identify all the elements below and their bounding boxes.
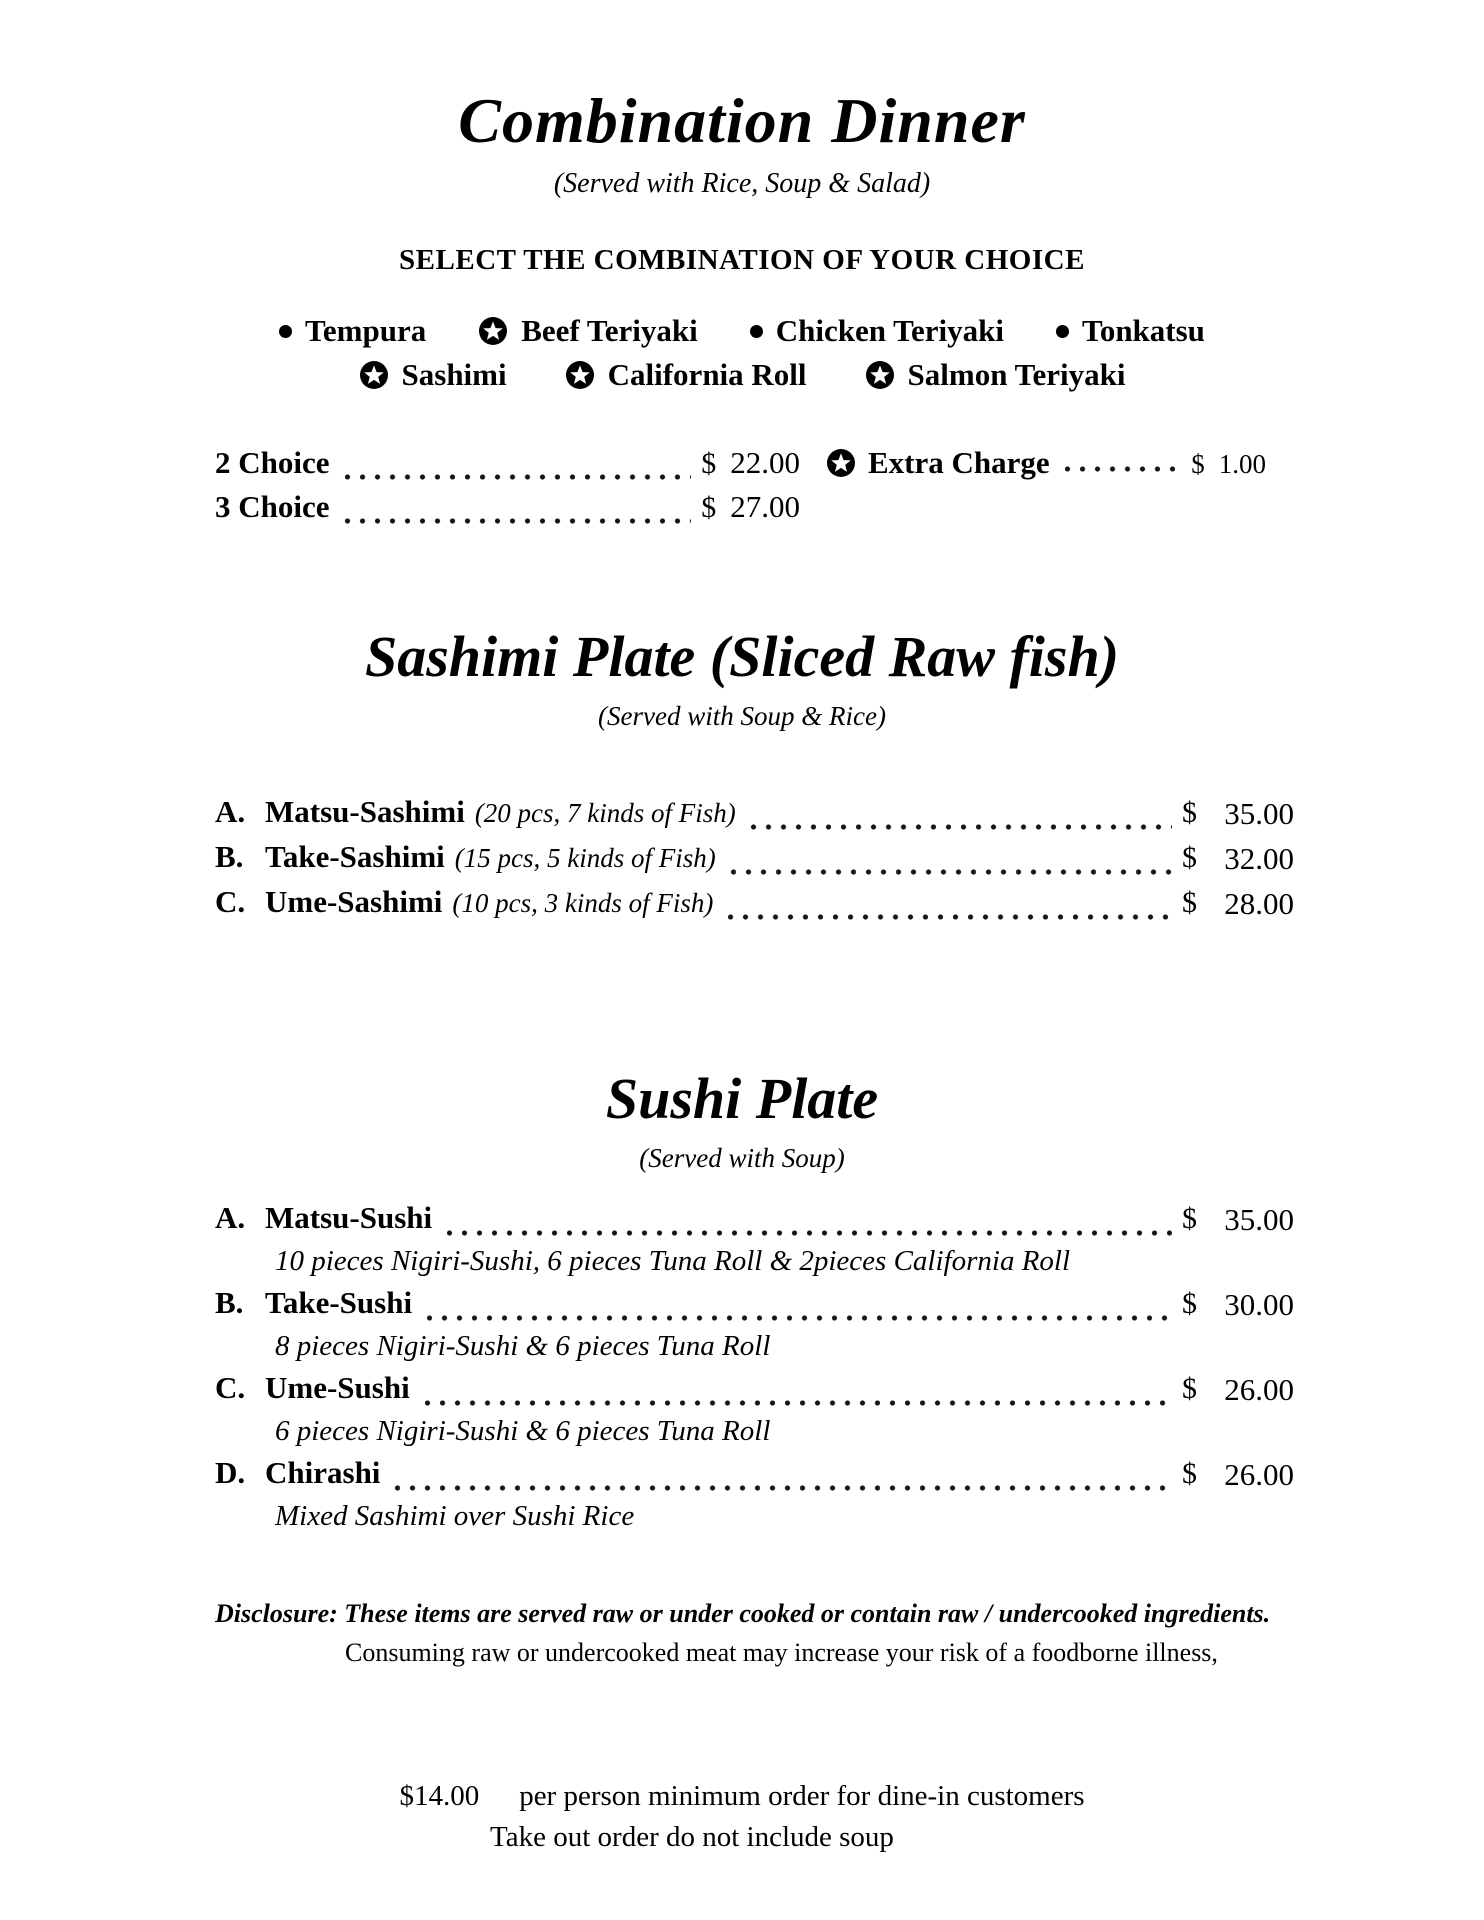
choice-label: 2 Choice — [215, 445, 330, 481]
item-name: Take-Sushi — [265, 1284, 413, 1320]
item-letter: C. — [215, 1369, 246, 1405]
option-label: Beef Teriyaki — [521, 313, 698, 349]
price-amount: 28.00 — [1224, 886, 1294, 922]
choice-label: 3 Choice — [215, 489, 330, 525]
star-icon — [826, 448, 856, 478]
footer-note — [0, 1780, 1484, 1854]
dot-leader — [420, 1399, 1172, 1407]
price-value — [701, 489, 800, 525]
menu-item-matsu-sashimi — [215, 794, 1294, 839]
sashimi-plate-subtitle: (Served with Soup & Rice) — [598, 701, 886, 732]
disclosure-block — [0, 1599, 1484, 1668]
item-price — [1182, 1457, 1294, 1493]
dot-leader — [1060, 465, 1182, 473]
price-row-3-choice — [215, 489, 800, 533]
option-chicken-teriyaki — [750, 313, 1004, 349]
star-icon — [359, 360, 389, 390]
item-letter: C. — [215, 884, 246, 920]
currency-symbol: $ — [1182, 1286, 1197, 1320]
item-letter: D. — [215, 1454, 246, 1490]
item-price — [1182, 886, 1294, 922]
takeout-line: Take out order do not include soup — [490, 1820, 894, 1853]
item-name: Ume-Sushi — [265, 1369, 410, 1405]
menu-item-chirashi — [215, 1455, 1294, 1533]
menu-item-matsu-sushi — [215, 1200, 1294, 1278]
item-detail: (10 pcs, 3 kinds of Fish) — [452, 888, 714, 919]
option-sashimi — [359, 357, 507, 393]
bullet-icon — [279, 325, 292, 338]
combination-options-row-1 — [0, 313, 1484, 349]
dot-leader — [422, 1314, 1172, 1322]
disclosure-bold-line: Disclosure: These items are served raw or under cooked or contain raw / undercooked ingredients. — [215, 1598, 1271, 1628]
bullet-icon — [1056, 325, 1069, 338]
menu-item-ume-sushi — [215, 1370, 1294, 1448]
item-letter: B. — [215, 1284, 244, 1320]
sushi-plate-list — [215, 1200, 1294, 1533]
minimum-text: per person minimum order for dine-in customers — [519, 1779, 1085, 1812]
currency-symbol: $ — [1182, 886, 1197, 920]
item-name: Ume-Sashimi — [265, 884, 443, 920]
option-label: Salmon Teriyaki — [907, 357, 1126, 393]
currency-symbol: $ — [701, 491, 717, 525]
dot-leader — [723, 913, 1172, 921]
star-icon — [478, 316, 508, 346]
menu-item-ume-sashimi — [215, 884, 1294, 929]
option-label: California Roll — [607, 357, 807, 393]
sashimi-plate-title: Sashimi Plate (Sliced Raw fish) — [364, 624, 1120, 690]
item-description: 10 pieces Nigiri-Sushi, 6 pieces Tuna Roll & 2pieces California Roll — [275, 1244, 1071, 1277]
disclosure-second-line: Consuming raw or undercooked meat may increase your risk of a foodborne illness, — [345, 1637, 1218, 1667]
option-label: Chicken Teriyaki — [775, 313, 1004, 349]
item-letter: B. — [215, 839, 244, 875]
price-amount: 1.00 — [1218, 449, 1266, 480]
currency-symbol: $ — [701, 447, 717, 481]
star-icon — [565, 360, 595, 390]
choice-prices — [215, 445, 800, 533]
price-amount: 22.00 — [730, 445, 800, 481]
item-description: 8 pieces Nigiri-Sushi & 6 pieces Tuna Roll — [275, 1329, 771, 1362]
price-amount: 26.00 — [1224, 1371, 1294, 1407]
item-row — [215, 1370, 1294, 1415]
page-title: Combination Dinner — [458, 85, 1026, 156]
star-icon — [865, 360, 895, 390]
option-beef-teriyaki — [478, 313, 698, 349]
dot-leader — [442, 1229, 1172, 1237]
sushi-plate-subtitle: (Served with Soup) — [639, 1142, 845, 1173]
price-amount: 26.00 — [1224, 1456, 1294, 1492]
menu-item-take-sushi — [215, 1285, 1294, 1363]
dot-leader — [726, 868, 1172, 876]
item-description: Mixed Sashimi over Sushi Rice — [275, 1499, 635, 1532]
dot-leader — [746, 823, 1172, 831]
option-label: Tonkatsu — [1081, 313, 1205, 349]
minimum-order-line — [0, 1780, 1484, 1813]
item-name: Chirashi — [265, 1454, 381, 1490]
dot-leader — [340, 517, 692, 525]
item-price — [1182, 1372, 1294, 1408]
item-price — [1182, 1202, 1294, 1238]
item-row — [215, 1455, 1294, 1500]
combination-pricing — [0, 445, 1484, 533]
option-tonkatsu — [1056, 313, 1205, 349]
item-detail: (20 pcs, 7 kinds of Fish) — [474, 798, 736, 829]
minimum-amount: $14.00 — [399, 1779, 480, 1812]
sushi-plate-title: Sushi Plate — [605, 1066, 879, 1132]
item-row — [215, 1285, 1294, 1330]
currency-symbol: $ — [1182, 841, 1197, 875]
extra-charge-row — [826, 445, 1266, 481]
item-name: Take-Sashimi — [265, 839, 445, 875]
item-name: Matsu-Sashimi — [265, 794, 465, 830]
item-price — [1182, 1287, 1294, 1323]
price-amount: 30.00 — [1224, 1286, 1294, 1322]
currency-symbol: $ — [1191, 449, 1205, 480]
item-price — [1182, 841, 1294, 877]
currency-symbol: $ — [1182, 1456, 1197, 1490]
item-row — [215, 1200, 1294, 1245]
option-label: Sashimi — [401, 357, 507, 393]
price-amount: 35.00 — [1224, 796, 1294, 832]
item-letter: A. — [215, 1199, 246, 1235]
dot-leader — [340, 473, 692, 481]
currency-symbol: $ — [1182, 796, 1197, 830]
page-subtitle: (Served with Rice, Soup & Salad) — [553, 168, 931, 200]
option-label: Tempura — [305, 313, 427, 349]
currency-symbol: $ — [1182, 1371, 1197, 1405]
sashimi-plate-list — [215, 794, 1294, 929]
menu-item-take-sashimi — [215, 839, 1294, 884]
price-value — [1191, 449, 1266, 480]
option-salmon-teriyaki — [865, 357, 1126, 393]
dot-leader — [390, 1484, 1172, 1492]
extra-charge-label: Extra Charge — [868, 445, 1050, 481]
price-value — [701, 445, 800, 481]
currency-symbol: $ — [1182, 1201, 1197, 1235]
combination-options-row-2 — [0, 357, 1484, 393]
option-california-roll — [565, 357, 807, 393]
item-letter: A. — [215, 794, 246, 830]
price-amount: 27.00 — [730, 489, 800, 525]
select-combination-heading: SELECT THE COMBINATION OF YOUR CHOICE — [399, 244, 1085, 277]
item-name: Matsu-Sushi — [265, 1199, 433, 1235]
bullet-icon — [750, 325, 763, 338]
item-price — [1182, 796, 1294, 832]
price-amount: 32.00 — [1224, 841, 1294, 877]
price-row-2-choice — [215, 445, 800, 489]
item-detail: (15 pcs, 5 kinds of Fish) — [454, 843, 716, 874]
price-amount: 35.00 — [1224, 1201, 1294, 1237]
option-tempura — [279, 313, 426, 349]
item-description: 6 pieces Nigiri-Sushi & 6 pieces Tuna Roll — [275, 1414, 771, 1447]
